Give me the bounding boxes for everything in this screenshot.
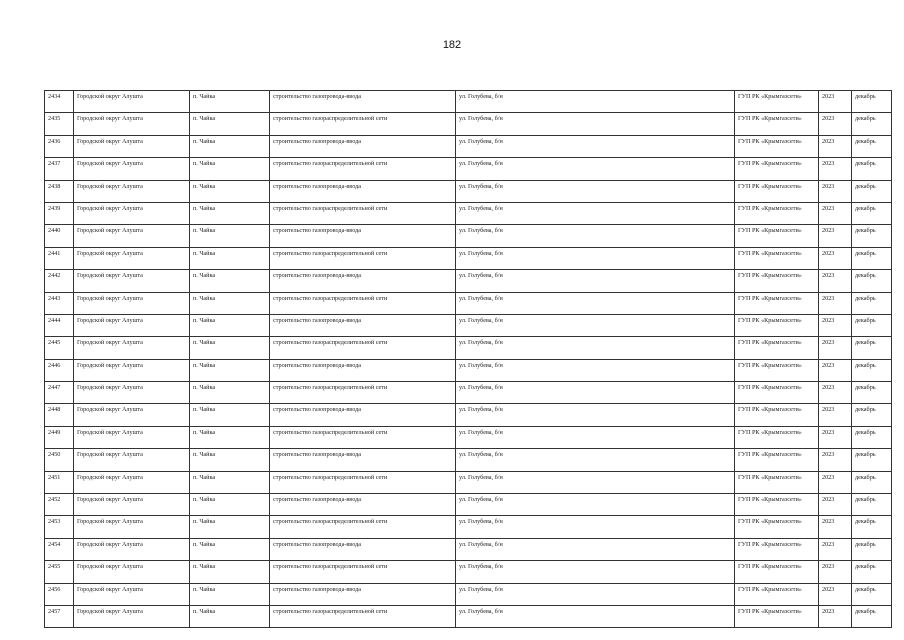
work-type-cell: строительство газораспределительной сети: [270, 202, 456, 224]
address-cell: ул. Голубева, б/н: [456, 538, 735, 560]
row-number-cell: 2437: [45, 158, 74, 180]
municipality-cell: Городской округ Алушта: [74, 561, 190, 583]
row-number-cell: 2449: [45, 426, 74, 448]
year-cell: 2023: [819, 583, 852, 605]
table-row: [45, 247, 892, 269]
organization-cell: ГУП РК «Крымгазсети»: [735, 382, 819, 404]
municipality-cell: Городской округ Алушта: [74, 494, 190, 516]
municipality-cell: Городской округ Алушта: [74, 202, 190, 224]
row-number-cell: 2434: [45, 91, 74, 113]
municipality-cell: Городской округ Алушта: [74, 516, 190, 538]
organization-cell: ГУП РК «Крымгазсети»: [735, 225, 819, 247]
settlement-cell: п. Чайка: [190, 471, 270, 493]
organization-cell: ГУП РК «Крымгазсети»: [735, 471, 819, 493]
year-cell: 2023: [819, 359, 852, 381]
municipality-cell: Городской округ Алушта: [74, 449, 190, 471]
municipality-cell: Городской округ Алушта: [74, 471, 190, 493]
settlement-cell: п. Чайка: [190, 382, 270, 404]
table-row: [45, 292, 892, 314]
address-cell: ул. Голубева, б/н: [456, 135, 735, 157]
year-cell: 2023: [819, 404, 852, 426]
table-row: [45, 314, 892, 336]
work-type-cell: строительство газораспределительной сети: [270, 471, 456, 493]
page-number: 182: [442, 39, 462, 51]
year-cell: 2023: [819, 426, 852, 448]
address-cell: ул. Голубева, б/н: [456, 605, 735, 627]
month-cell: декабрь: [852, 314, 892, 336]
address-cell: ул. Голубева, б/н: [456, 471, 735, 493]
table-row: [45, 225, 892, 247]
address-cell: ул. Голубева, б/н: [456, 225, 735, 247]
address-cell: ул. Голубева, б/н: [456, 382, 735, 404]
address-cell: ул. Голубева, б/н: [456, 292, 735, 314]
table-row: [45, 337, 892, 359]
settlement-cell: п. Чайка: [190, 135, 270, 157]
organization-cell: ГУП РК «Крымгазсети»: [735, 426, 819, 448]
month-cell: декабрь: [852, 449, 892, 471]
settlement-cell: п. Чайка: [190, 270, 270, 292]
municipality-cell: Городской округ Алушта: [74, 91, 190, 113]
work-type-cell: строительство газопровода-ввода: [270, 270, 456, 292]
row-number-cell: 2441: [45, 247, 74, 269]
year-cell: 2023: [819, 202, 852, 224]
work-type-cell: строительство газопровода-ввода: [270, 449, 456, 471]
row-number-cell: 2436: [45, 135, 74, 157]
work-type-cell: строительство газораспределительной сети: [270, 337, 456, 359]
registry-table-body: [45, 91, 892, 628]
row-number-cell: 2456: [45, 583, 74, 605]
address-cell: ул. Голубева, б/н: [456, 561, 735, 583]
organization-cell: ГУП РК «Крымгазсети»: [735, 202, 819, 224]
table-row: [45, 270, 892, 292]
organization-cell: ГУП РК «Крымгазсети»: [735, 270, 819, 292]
month-cell: декабрь: [852, 494, 892, 516]
year-cell: 2023: [819, 538, 852, 560]
table-row: [45, 561, 892, 583]
address-cell: ул. Голубева, б/н: [456, 202, 735, 224]
year-cell: 2023: [819, 91, 852, 113]
municipality-cell: Городской округ Алушта: [74, 404, 190, 426]
address-cell: ул. Голубева, б/н: [456, 337, 735, 359]
address-cell: ул. Голубева, б/н: [456, 270, 735, 292]
settlement-cell: п. Чайка: [190, 91, 270, 113]
year-cell: 2023: [819, 516, 852, 538]
work-type-cell: строительство газопровода-ввода: [270, 359, 456, 381]
settlement-cell: п. Чайка: [190, 561, 270, 583]
address-cell: ул. Голубева, б/н: [456, 113, 735, 135]
organization-cell: ГУП РК «Крымгазсети»: [735, 404, 819, 426]
table-row: [45, 91, 892, 113]
work-type-cell: строительство газораспределительной сети: [270, 292, 456, 314]
settlement-cell: п. Чайка: [190, 158, 270, 180]
month-cell: декабрь: [852, 471, 892, 493]
month-cell: декабрь: [852, 158, 892, 180]
settlement-cell: п. Чайка: [190, 337, 270, 359]
organization-cell: ГУП РК «Крымгазсети»: [735, 337, 819, 359]
year-cell: 2023: [819, 605, 852, 627]
work-type-cell: строительство газораспределительной сети: [270, 426, 456, 448]
municipality-cell: Городской округ Алушта: [74, 605, 190, 627]
year-cell: 2023: [819, 471, 852, 493]
municipality-cell: Городской округ Алушта: [74, 270, 190, 292]
work-type-cell: строительство газопровода-ввода: [270, 91, 456, 113]
municipality-cell: Городской округ Алушта: [74, 382, 190, 404]
address-cell: ул. Голубева, б/н: [456, 494, 735, 516]
row-number-cell: 2452: [45, 494, 74, 516]
organization-cell: ГУП РК «Крымгазсети»: [735, 180, 819, 202]
row-number-cell: 2453: [45, 516, 74, 538]
month-cell: декабрь: [852, 270, 892, 292]
year-cell: 2023: [819, 382, 852, 404]
month-cell: декабрь: [852, 292, 892, 314]
settlement-cell: п. Чайка: [190, 359, 270, 381]
organization-cell: ГУП РК «Крымгазсети»: [735, 538, 819, 560]
settlement-cell: п. Чайка: [190, 247, 270, 269]
table-row: [45, 180, 892, 202]
settlement-cell: п. Чайка: [190, 426, 270, 448]
settlement-cell: п. Чайка: [190, 225, 270, 247]
month-cell: декабрь: [852, 561, 892, 583]
municipality-cell: Городской округ Алушта: [74, 113, 190, 135]
address-cell: ул. Голубева, б/н: [456, 359, 735, 381]
organization-cell: ГУП РК «Крымгазсети»: [735, 314, 819, 336]
municipality-cell: Городской округ Алушта: [74, 180, 190, 202]
organization-cell: ГУП РК «Крымгазсети»: [735, 247, 819, 269]
settlement-cell: п. Чайка: [190, 449, 270, 471]
row-number-cell: 2442: [45, 270, 74, 292]
work-type-cell: строительство газопровода-ввода: [270, 538, 456, 560]
row-number-cell: 2454: [45, 538, 74, 560]
work-type-cell: строительство газораспределительной сети: [270, 158, 456, 180]
municipality-cell: Городской округ Алушта: [74, 538, 190, 560]
row-number-cell: 2455: [45, 561, 74, 583]
row-number-cell: 2447: [45, 382, 74, 404]
address-cell: ул. Голубева, б/н: [456, 404, 735, 426]
address-cell: ул. Голубева, б/н: [456, 158, 735, 180]
address-cell: ул. Голубева, б/н: [456, 91, 735, 113]
work-type-cell: строительство газораспределительной сети: [270, 113, 456, 135]
table-row: [45, 359, 892, 381]
address-cell: ул. Голубева, б/н: [456, 516, 735, 538]
table-row: [45, 382, 892, 404]
organization-cell: ГУП РК «Крымгазсети»: [735, 292, 819, 314]
table-row: [45, 516, 892, 538]
row-number-cell: 2450: [45, 449, 74, 471]
work-type-cell: строительство газопровода-ввода: [270, 494, 456, 516]
organization-cell: ГУП РК «Крымгазсети»: [735, 359, 819, 381]
municipality-cell: Городской округ Алушта: [74, 247, 190, 269]
table-row: [45, 494, 892, 516]
month-cell: декабрь: [852, 247, 892, 269]
table-row: [45, 135, 892, 157]
year-cell: 2023: [819, 314, 852, 336]
month-cell: декабрь: [852, 426, 892, 448]
month-cell: декабрь: [852, 605, 892, 627]
table-row: [45, 426, 892, 448]
month-cell: декабрь: [852, 113, 892, 135]
row-number-cell: 2438: [45, 180, 74, 202]
work-type-cell: строительство газопровода-ввода: [270, 135, 456, 157]
year-cell: 2023: [819, 158, 852, 180]
year-cell: 2023: [819, 135, 852, 157]
municipality-cell: Городской округ Алушта: [74, 337, 190, 359]
work-type-cell: строительство газораспределительной сети: [270, 516, 456, 538]
row-number-cell: 2451: [45, 471, 74, 493]
work-type-cell: строительство газораспределительной сети: [270, 561, 456, 583]
table-row: [45, 449, 892, 471]
work-type-cell: строительство газопровода-ввода: [270, 180, 456, 202]
table-row: [45, 471, 892, 493]
settlement-cell: п. Чайка: [190, 583, 270, 605]
address-cell: ул. Голубева, б/н: [456, 247, 735, 269]
year-cell: 2023: [819, 180, 852, 202]
month-cell: декабрь: [852, 538, 892, 560]
month-cell: декабрь: [852, 91, 892, 113]
year-cell: 2023: [819, 270, 852, 292]
organization-cell: ГУП РК «Крымгазсети»: [735, 583, 819, 605]
settlement-cell: п. Чайка: [190, 113, 270, 135]
month-cell: декабрь: [852, 382, 892, 404]
work-type-cell: строительство газораспределительной сети: [270, 605, 456, 627]
organization-cell: ГУП РК «Крымгазсети»: [735, 494, 819, 516]
municipality-cell: Городской округ Алушта: [74, 583, 190, 605]
row-number-cell: 2440: [45, 225, 74, 247]
year-cell: 2023: [819, 225, 852, 247]
address-cell: ул. Голубева, б/н: [456, 314, 735, 336]
organization-cell: ГУП РК «Крымгазсети»: [735, 113, 819, 135]
month-cell: декабрь: [852, 180, 892, 202]
row-number-cell: 2444: [45, 314, 74, 336]
year-cell: 2023: [819, 292, 852, 314]
municipality-cell: Городской округ Алушта: [74, 314, 190, 336]
work-type-cell: строительство газораспределительной сети: [270, 247, 456, 269]
month-cell: декабрь: [852, 225, 892, 247]
month-cell: декабрь: [852, 516, 892, 538]
month-cell: декабрь: [852, 337, 892, 359]
address-cell: ул. Голубева, б/н: [456, 583, 735, 605]
settlement-cell: п. Чайка: [190, 538, 270, 560]
settlement-cell: п. Чайка: [190, 314, 270, 336]
month-cell: декабрь: [852, 583, 892, 605]
settlement-cell: п. Чайка: [190, 404, 270, 426]
work-type-cell: строительство газопровода-ввода: [270, 583, 456, 605]
organization-cell: ГУП РК «Крымгазсети»: [735, 91, 819, 113]
row-number-cell: 2446: [45, 359, 74, 381]
organization-cell: ГУП РК «Крымгазсети»: [735, 605, 819, 627]
address-cell: ул. Голубева, б/н: [456, 449, 735, 471]
address-cell: ул. Голубева, б/н: [456, 426, 735, 448]
settlement-cell: п. Чайка: [190, 494, 270, 516]
organization-cell: ГУП РК «Крымгазсети»: [735, 449, 819, 471]
year-cell: 2023: [819, 494, 852, 516]
municipality-cell: Городской округ Алушта: [74, 225, 190, 247]
year-cell: 2023: [819, 561, 852, 583]
work-type-cell: строительство газопровода-ввода: [270, 225, 456, 247]
settlement-cell: п. Чайка: [190, 180, 270, 202]
municipality-cell: Городской округ Алушта: [74, 426, 190, 448]
table-row: [45, 583, 892, 605]
work-type-cell: строительство газораспределительной сети: [270, 382, 456, 404]
year-cell: 2023: [819, 449, 852, 471]
month-cell: декабрь: [852, 404, 892, 426]
row-number-cell: 2443: [45, 292, 74, 314]
settlement-cell: п. Чайка: [190, 202, 270, 224]
month-cell: декабрь: [852, 202, 892, 224]
work-type-cell: строительство газопровода-ввода: [270, 404, 456, 426]
table-row: [45, 538, 892, 560]
table-row: [45, 158, 892, 180]
year-cell: 2023: [819, 247, 852, 269]
organization-cell: ГУП РК «Крымгазсети»: [735, 561, 819, 583]
address-cell: ул. Голубева, б/н: [456, 180, 735, 202]
row-number-cell: 2435: [45, 113, 74, 135]
row-number-cell: 2439: [45, 202, 74, 224]
row-number-cell: 2457: [45, 605, 74, 627]
organization-cell: ГУП РК «Крымгазсети»: [735, 516, 819, 538]
month-cell: декабрь: [852, 359, 892, 381]
table-row: [45, 404, 892, 426]
settlement-cell: п. Чайка: [190, 605, 270, 627]
settlement-cell: п. Чайка: [190, 292, 270, 314]
municipality-cell: Городской округ Алушта: [74, 135, 190, 157]
organization-cell: ГУП РК «Крымгазсети»: [735, 135, 819, 157]
organization-cell: ГУП РК «Крымгазсети»: [735, 158, 819, 180]
month-cell: декабрь: [852, 135, 892, 157]
municipality-cell: Городской округ Алушта: [74, 359, 190, 381]
year-cell: 2023: [819, 113, 852, 135]
row-number-cell: 2448: [45, 404, 74, 426]
settlement-cell: п. Чайка: [190, 516, 270, 538]
row-number-cell: 2445: [45, 337, 74, 359]
table-row: [45, 605, 892, 627]
table-row: [45, 202, 892, 224]
work-type-cell: строительство газопровода-ввода: [270, 314, 456, 336]
municipality-cell: Городской округ Алушта: [74, 158, 190, 180]
year-cell: 2023: [819, 337, 852, 359]
municipality-cell: Городской округ Алушта: [74, 292, 190, 314]
table-row: [45, 113, 892, 135]
registry-table: [44, 90, 892, 628]
